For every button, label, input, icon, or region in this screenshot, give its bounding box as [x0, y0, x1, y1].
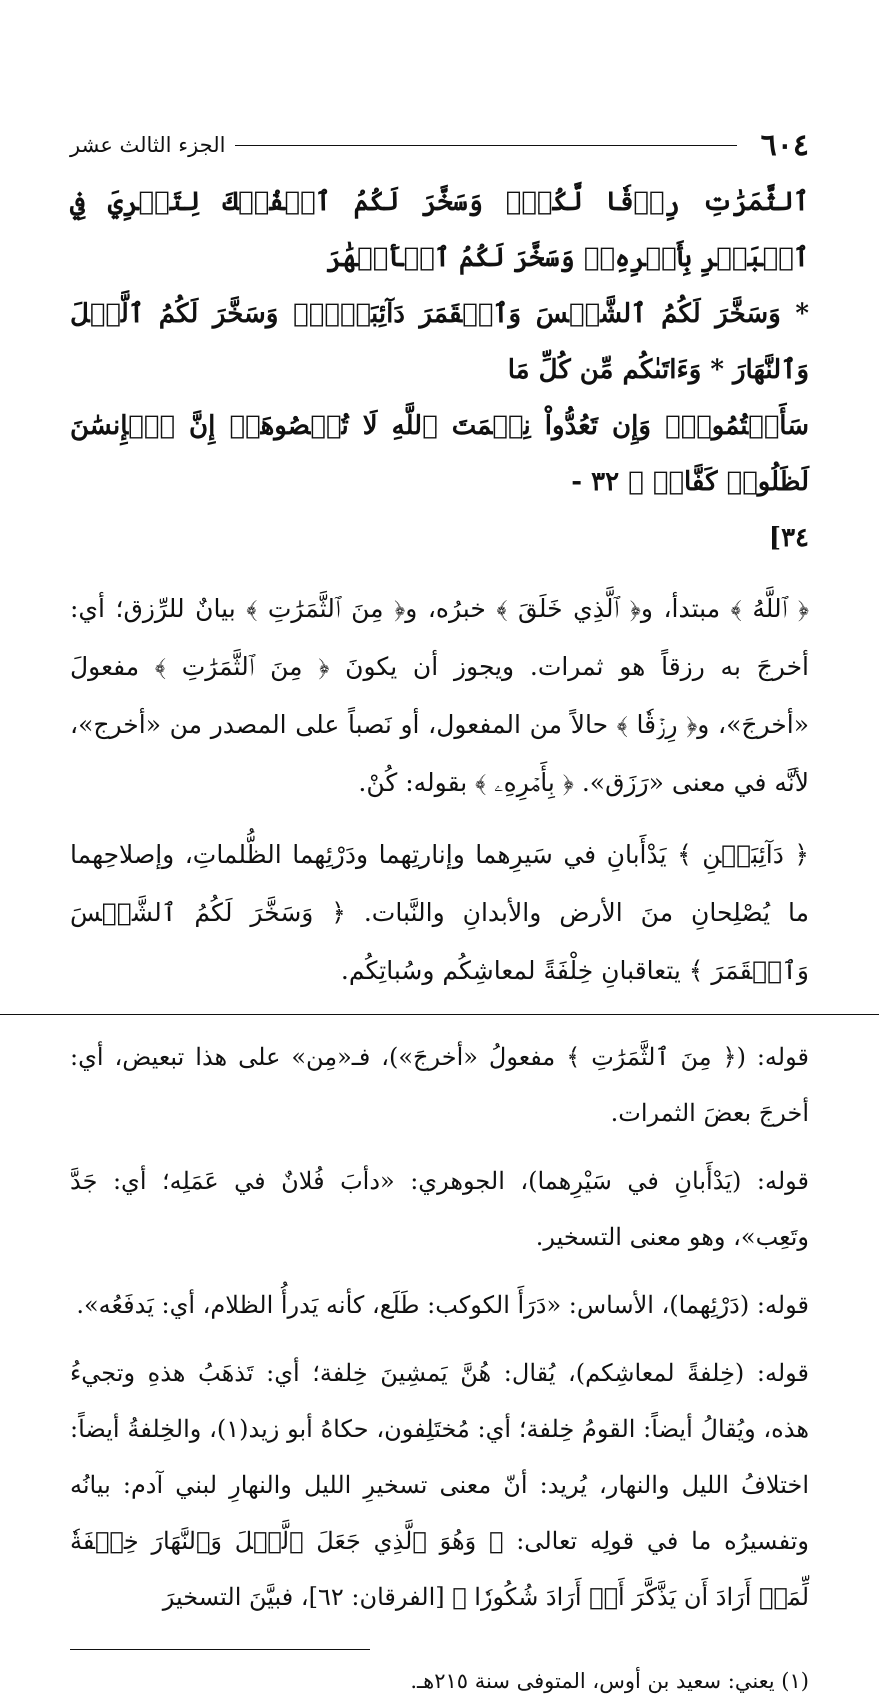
gloss-text — [70, 1029, 809, 1625]
section-divider — [0, 1014, 879, 1015]
gloss-paragraph: قوله: (يَدْأَبانِ في سَيْرِهما)، الجوهري: «دأبَ فُلانٌ في عَمَلِه؛ أي: جَدَّ وتَعِب»، وهو معنى التسخير. — [70, 1167, 809, 1251]
page-header — [70, 128, 809, 162]
header-divider — [235, 145, 736, 146]
gloss-paragraph: قوله: (خِلفةً لمعاشِكم)، يُقال: هُنَّ يَمشِينَ خِلفة؛ أي: تَذهَبُ هذهِ وتجيءُ هذه، ويُقالُ أيضاً: القومُ خِلفة؛ أي: مُختَلِفون، حكاهُ أبو زيد(١)، والخِلفةُ أيضاً: اختلافُ الليل والنهار، يُريد: أنّ معنى تسخيرِ الليل والنهارِ لبني آدم: بيانُه وتفسيرُه ما في قولِه تعالى: ﴿ وَهُوَ ٱلَّذِي جَعَلَ ٱلَّيۡلَ وَٱلنَّهَارَ خِلۡفَةٗ لِّمَنۡ أَرَادَ أَن يَذَّكَّرَ أَوۡ أَرَادَ شُكُورٗا ﴾ [الفرقان: ٦٢]، فبيَّنَ التسخيرَ — [70, 1359, 809, 1611]
footnote-divider — [70, 1649, 370, 1650]
verse-line: ٱلثَّمَرَٰتِ رِزۡقٗا لَّكُمۡۖ وَسَخَّرَ لَكُمُ ٱلۡفُلۡكَ لِتَجۡرِيَ فِي ٱلۡبَحۡرِ بِأَمۡرِهِۦۖ وَسَخَّرَ لَكُمُ ٱلۡأَنۡهَٰرَ — [70, 187, 809, 273]
footnotes — [70, 1664, 809, 1698]
running-title: الجزء الثالث عشر — [70, 133, 226, 157]
quran-verse-block — [70, 174, 809, 566]
footnote: (١) يعني: سعيد بن أوس، المتوفى سنة ٢١٥هـ. — [410, 1669, 809, 1693]
commentary-paragraph: ﴿ دَآئِبَيۡنِ ﴾ يَدْأَبانِ في سَيرِهما وإنارتِهما ودَرْئِهما الظُّلماتِ، وإصلاحِهما ما يُصْلِحانِ منَ الأرض والأبدانِ والنَّبات. ﴿ وَسَخَّرَ لَكُمُ ٱلشَّمۡسَ وَٱلۡقَمَرَ ﴾ يتعاقبانِ خِلْفَةً لمعاشِكُم وسُباتِكُم. — [70, 840, 809, 985]
verse-line: ٣٤] — [768, 523, 809, 553]
gloss-paragraph: قوله: (دَرْئِهما)، الأساس: «دَرَأَ الكوكب: طَلَع، كأنه يَدرأُ الظلام، أي: يَدفَعُه». — [76, 1291, 809, 1319]
verse-line: * وَسَخَّرَ لَكُمُ ٱلشَّمۡسَ وَٱلۡقَمَرَ دَآئِبَيۡنِۖ وَسَخَّرَ لَكُمُ ٱلَّيۡلَ وَٱلنَّهَارَ * وَءَاتَىٰكُم مِّن كُلِّ مَا — [70, 299, 809, 385]
verse-line: سَأَلۡتُمُوهُۚ وَإِن تَعُدُّواْ نِعۡمَتَ ٱللَّهِ لَا تُحۡصُوهَآۗ إِنَّ ٱلۡإِنسَٰنَ لَظَلُومٞ كَفَّارٞ ﴾ ٣٢ - — [70, 411, 809, 497]
page-number: ٦٠٤ — [760, 127, 809, 163]
gloss-paragraph: قوله: (﴿ مِنَ ٱلثَّمَرَٰتِ ﴾ مفعولُ «أخرجَ»)، فـ«مِن» على هذا تبعيض، أي: أخرجَ بعضَ الثمرات. — [70, 1043, 809, 1127]
commentary-paragraph: ﴿ ٱللَّهُ ﴾ مبتدأ، و﴿ ٱلَّذِي خَلَقَ ﴾ خبرُه، و﴿ مِنَ ٱلثَّمَرَٰتِ ﴾ بيانٌ للرِّزق؛ أي: أخرجَ به رزقاً هو ثمرات. ويجوز أن يكونَ ﴿ مِنَ ٱلثَّمَرَٰتِ ﴾ مفعولَ «أخرجَ»، و﴿ رِزۡقٗا ﴾ حالاً من المفعول، أو نَصباً على المصدر من «أخرج»، لأنَّه في معنى «رَزَق». ﴿ بِأَمۡرِهِۦ ﴾ بقوله: كُنْ. — [70, 594, 809, 797]
commentary-text — [70, 580, 809, 1000]
